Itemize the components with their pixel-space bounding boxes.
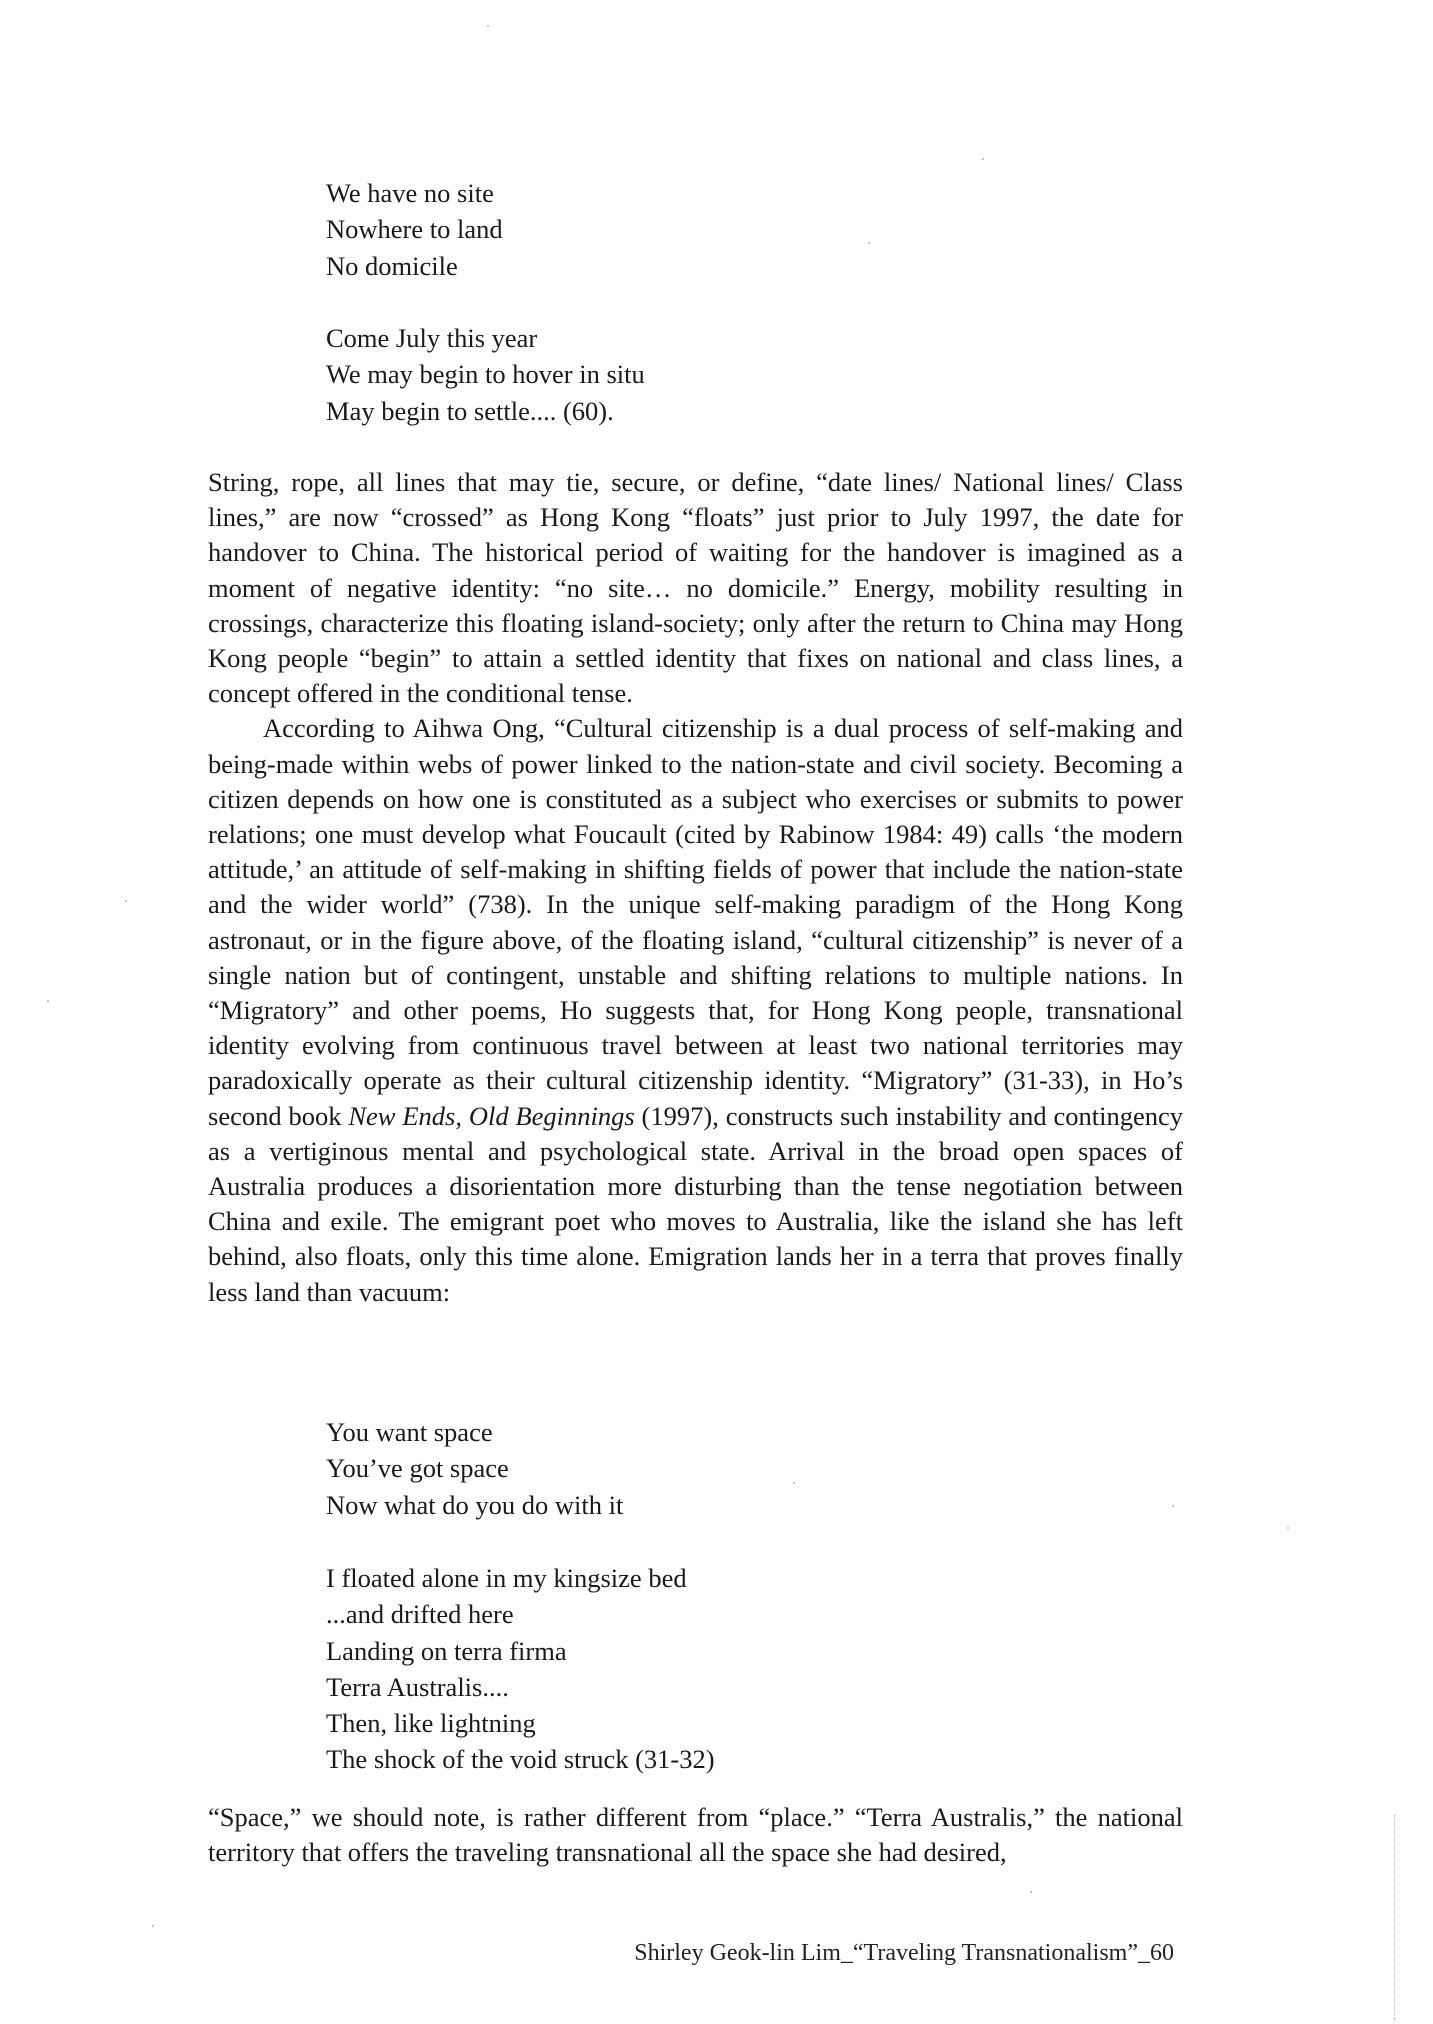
poem-stanza-4 [326, 1560, 715, 1778]
poem-line: We have no site [326, 178, 494, 208]
poem-line: Now what do you do with it [326, 1489, 624, 1520]
poem-line: The shock of the void struck (31-32) [326, 1744, 715, 1775]
scan-speck [152, 1925, 154, 1927]
book-title: New Ends, Old Beginnings [348, 1100, 635, 1131]
poem-stanza-3 [326, 1414, 623, 1523]
paragraph-text: According to Aihwa Ong, “Cultural citizenship is a dual process of self-making and being-made within webs of power linked to the nation-state and civil society. Becoming a citizen depends on how one is constituted as a subject who exercises or submits to power relations; one must develop what Foucault (cited by Rabinow 1984: 49) calls ‘the modern attitude,’ an attitude of self-making in shifting fields of power that include the nation-state and the wider world” (738). In the unique self-making paradigm of the Hong Kong astronaut, or in the figure above, of the floating island, “cultural citizenship” is never of a single nation but of contingent, unstable and shifting relations to multiple nations. In “Migratory” and other poems, Ho suggests that, for Hong Kong people, transnational identity evolving from continuous travel between at least two national territories may paradoxically operate as their cultural citizenship identity. “Migratory” (31-33), in Ho’s second book [208, 713, 1183, 1131]
poem-line: You want space [326, 1417, 493, 1447]
page-footer: Shirley Geok-lin Lim_“Traveling Transnationalism”_60 [634, 1940, 1174, 1966]
paragraph: “Space,” we should note, is rather different from “place.” “Terra Australis,” the national territory that offers the traveling transnational all the space she had desired, [208, 1802, 1183, 1868]
scan-speck [1172, 1505, 1174, 1507]
poem-line: Nowhere to land [326, 214, 503, 245]
poem-line: Terra Australis.... [326, 1671, 509, 1702]
scan-speck [125, 900, 127, 902]
poem-line: No domicile [326, 250, 458, 281]
poem-line: Come July this year [326, 323, 538, 353]
scan-speck [47, 1000, 49, 1002]
poem-line: We may begin to hover in situ [326, 359, 645, 390]
poem-line: ...and drifted here [326, 1599, 514, 1630]
paragraph-text: (1997), constructs such instability and contingency as a vertiginous mental and psychological state. Arrival in the broad open spaces of Australia produces a disorientation more disturbing than the tense negotiation between China and exile. The emigrant poet who moves to Australia, like the island she has left behind, also floats, only this time alone. Emigration lands her in a terra that proves finally less land than vacuum: [208, 1100, 1183, 1307]
scan-speck [982, 158, 984, 160]
scan-speck [487, 25, 489, 27]
poem-line: Then, like lightning [326, 1708, 536, 1739]
poem-line: Landing on terra firma [326, 1635, 567, 1666]
scan-speck [868, 242, 870, 244]
poem-stanza-1 [326, 175, 503, 284]
poem-line: May begin to settle.... (60). [326, 395, 614, 426]
paragraph: String, rope, all lines that may tie, secure, or define, “date lines/ National lines/ Class lines,” are now “crossed” as Hong Kong “floats” just prior to July 1997, the date for handover to China. The historical period of waiting for the handover is imagined as a moment of negative identity: “no site… no domicile.” Energy, mobility resulting in crossings, characterize this floating island-society; only after the return to China may Hong Kong people “begin” to attain a settled identity that fixes on national and class lines, a concept offered in the conditional tense. [208, 467, 1183, 709]
poem-stanza-2 [326, 320, 645, 429]
scan-speck [1030, 1891, 1032, 1893]
body-text-block-1 [208, 465, 1183, 1310]
scan-speck [1287, 1527, 1289, 1529]
poem-line: You’ve got space [326, 1453, 509, 1484]
body-text-block-2 [208, 1800, 1183, 1870]
poem-line: I floated alone in my kingsize bed [326, 1563, 687, 1593]
paragraph [208, 711, 1183, 1309]
scan-speck [793, 1482, 795, 1484]
scan-edge-mark [1394, 1815, 1396, 2020]
